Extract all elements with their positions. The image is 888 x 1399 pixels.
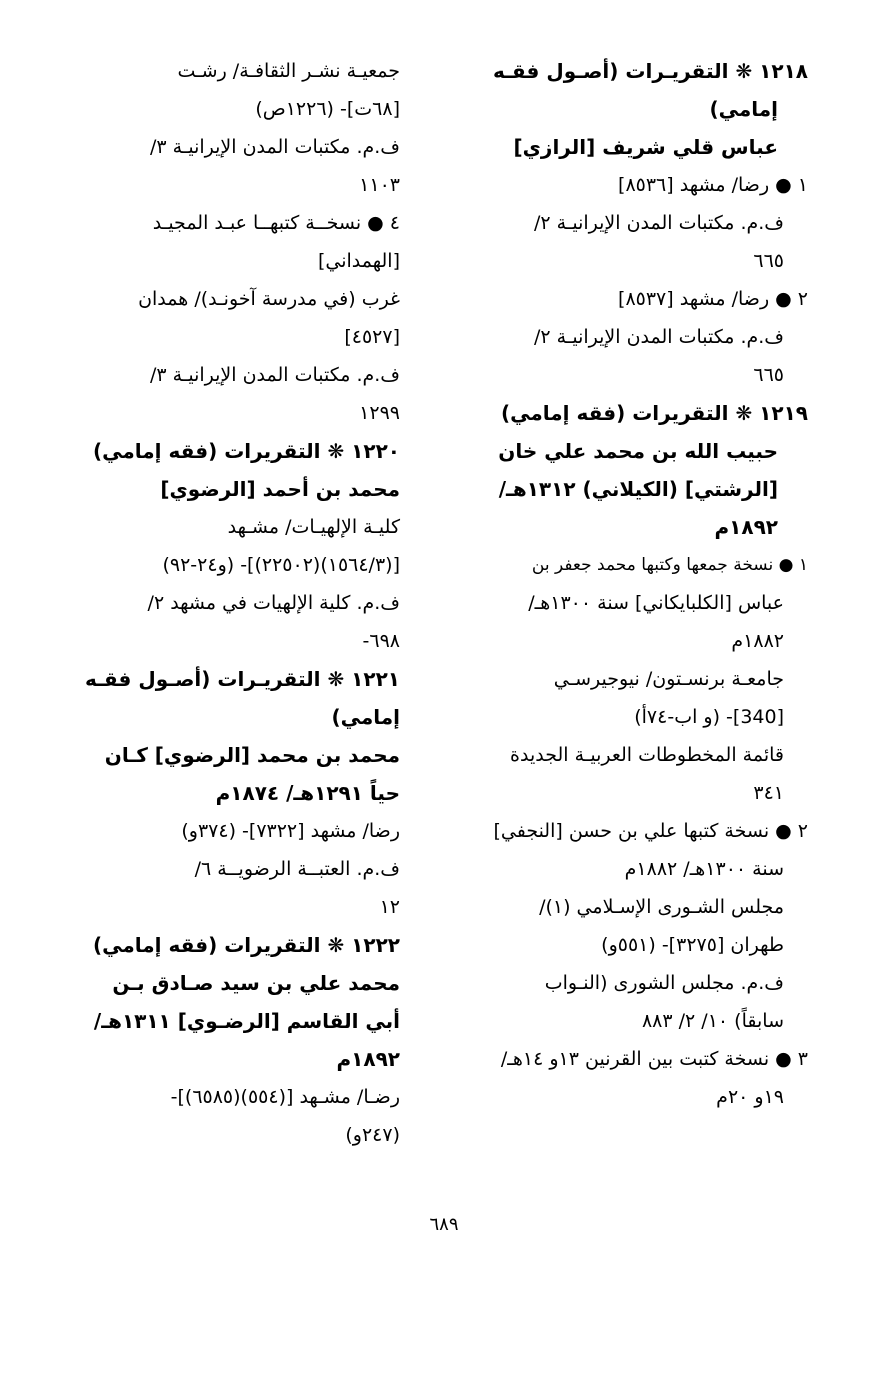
left-column-line: ١٢٢٠ ❋ التقريرات (فقه إمامي) xyxy=(93,439,400,463)
left-column-line: [٤٥٢٧] xyxy=(344,326,400,348)
left-column-line: رضـا/ مشـهد [(٥٥٤)(٦٥٨٥)]- xyxy=(170,1086,400,1108)
left-column-line: محمد بن أحمد [الرضوي] xyxy=(160,477,400,501)
left-column-line: ١٨٩٢م xyxy=(336,1047,400,1071)
left-column-line: ف.م. كلية الإلهيات في مشهد ٢/ xyxy=(147,592,400,614)
left-column-line: ٦٩٨- xyxy=(362,630,400,652)
left-column-line: ١٢٢٢ ❋ التقريرات (فقه إمامي) xyxy=(93,933,400,957)
left-column-line: جمعيـة نشـر الثقافـة/ رشـت xyxy=(177,60,400,82)
right-column-line: سابقاً) ١٠/ ٢/ ٨٨٣ xyxy=(641,1010,784,1032)
right-column-line: ١٩و ٢٠م xyxy=(716,1086,784,1108)
right-column-line: [340]- (و اب-٧٤أ) xyxy=(634,706,784,728)
left-column-line: ١١٠٣ xyxy=(359,174,400,196)
right-column-line: إمامي) xyxy=(709,97,778,121)
left-column-line: أبي القاسم [الرضـوي] ١٣١١هـ/ xyxy=(93,1009,400,1033)
left-column-line: ١٢٢١ ❋ التقريـرات (أصـول فقـه xyxy=(84,667,400,691)
left-column-line: ف.م. مكتبات المدن الإيرانيـة ٣/ xyxy=(149,364,400,386)
right-column-line: ٣٤١ xyxy=(753,782,784,804)
right-column-line: ١٢١٩ ❋ التقريرات (فقه إمامي) xyxy=(501,401,808,425)
right-column-line: طهران [٣٢٧٥]- (٥٥١و) xyxy=(601,934,784,956)
right-column-line: ٢ ● رضا/ مشهد [٨٥٣٧] xyxy=(618,288,808,310)
right-column-line: مجلس الشـورى الإسـلامي (١)/ xyxy=(539,896,784,918)
left-column xyxy=(80,52,400,1154)
left-column-line: غرب (في مدرسة آخونـد)/ همدان xyxy=(138,288,400,310)
right-column-line: سنة ١٣٠٠هـ/ ١٨٨٢م xyxy=(624,858,784,880)
right-column-line: ٦٦٥ xyxy=(753,250,784,272)
left-column-line: [(١٥٦٤/٣)(٢٢٥٠٢)]- (و٢٤-٩٢) xyxy=(162,554,400,576)
left-column-line: إمامي) xyxy=(331,705,400,729)
right-column-line: عباس [الكلبايكاني] سنة ١٣٠٠هـ/ xyxy=(528,592,784,614)
page-number: ٦٨٩ xyxy=(429,1214,459,1235)
right-column-line: ف.م. مجلس الشورى (النـواب xyxy=(544,972,784,994)
right-column-line: جامعـة برنسـتون/ نيوجيرسـي xyxy=(553,668,784,690)
right-column-line: [الرشتي] (الكيلاني) ١٣١٢هـ/ xyxy=(498,477,778,501)
left-column-line: ف.م. مكتبات المدن الإيرانيـة ٣/ xyxy=(149,136,400,158)
left-column-line: ف.م. العتبــة الرضويــة ٦/ xyxy=(194,858,400,880)
right-column-line: عباس قلي شريف [الرازي] xyxy=(513,135,778,159)
right-column-line: ١٨٩٢م xyxy=(714,515,778,539)
left-column-line: (٢٤٧و) xyxy=(345,1124,400,1146)
left-column-line: [الهمداني] xyxy=(317,250,400,272)
left-column-line: كليـة الإلهيـات/ مشـهد xyxy=(227,516,400,538)
left-column-line: ١٢٩٩ xyxy=(359,402,400,424)
left-column-line: ١٢ xyxy=(379,896,400,918)
right-column-line: ١ ● رضا/ مشهد [٨٥٣٦] xyxy=(618,174,808,196)
right-column-line: قائمة المخطوطات العربيـة الجديدة xyxy=(510,744,784,766)
right-column-line: ٦٦٥ xyxy=(753,364,784,386)
left-column-line: ٤ ● نسخــة كتبهــا عبـد المجيـد xyxy=(152,212,400,234)
right-column-line: ١٢١٨ ❋ التقريـرات (أصـول فقـه xyxy=(492,59,808,83)
right-column-line: ف.م. مكتبات المدن الإيرانيـة ٢/ xyxy=(533,326,784,348)
right-column xyxy=(458,52,808,1116)
right-column-line: ف.م. مكتبات المدن الإيرانيـة ٢/ xyxy=(533,212,784,234)
left-column-line: محمد بن محمد [الرضوي] كـان xyxy=(104,743,400,767)
left-column-line: [٦٨ت]- (١٢٢٦ص) xyxy=(255,98,400,120)
left-column-line: محمد علي بن سيد صـادق بـن xyxy=(112,971,400,995)
right-column-line: ١ ● نسخة جمعها وكتبها محمد جعفر بن xyxy=(531,555,808,575)
right-column-line: حبيب الله بن محمد علي خان xyxy=(498,439,778,463)
right-column-line: ١٨٨٢م xyxy=(731,630,784,652)
left-column-line: حياً ١٢٩١هـ/ ١٨٧٤م xyxy=(215,781,400,805)
right-column-line: ٣ ● نسخة كتبت بين القرنين ١٣و ١٤هـ/ xyxy=(500,1048,808,1070)
right-column-line: ٢ ● نسخة كتبها علي بن حسن [النجفي] xyxy=(493,820,808,842)
left-column-line: رضا/ مشهد [٧٣٢٢]- (٣٧٤و) xyxy=(181,820,400,842)
